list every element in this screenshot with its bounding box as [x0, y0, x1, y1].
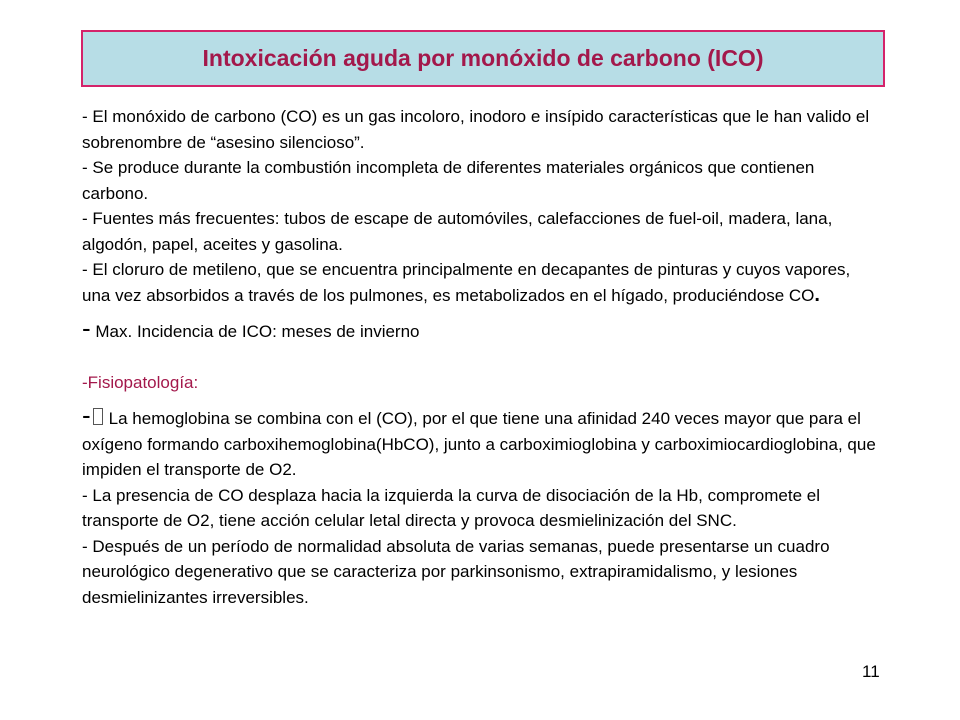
paragraph-sources: - Fuentes más frecuentes: tubos de escape de automóviles, calefacciones de fuel-oil, madera, lana, algodón, papel, aceites y gasolina. — [82, 209, 833, 254]
slide-title: Intoxicación aguda por monóxido de carbono (ICO) — [202, 45, 764, 71]
missing-glyph-box-icon — [93, 408, 103, 425]
methylene-chloride-text: - El cloruro de metileno, que se encuentra principalmente en decapantes de pinturas y cuyos vapores, una vez absorbidos a través de los pulmones, es metabolizados en el hígado, produciéndose CO — [82, 260, 851, 305]
paragraph-production: - Se produce durante la combustión incompleta de diferentes materiales orgánicos que contienen carbono. — [82, 158, 815, 203]
incidence-text: Max. Incidencia de ICO: meses de invierno — [90, 322, 420, 341]
incidence-dash: - — [82, 313, 91, 343]
section-label-fisiopatologia: -Fisiopatología: — [82, 372, 199, 392]
paragraph-hemoglobin — [82, 400, 882, 483]
hemoglobin-dash: - — [82, 400, 91, 430]
paragraph-dissociation-curve: - La presencia de CO desplaza hacia la izquierda la curva de disociación de la Hb, compromete el transporte de O2, tiene acción celular letal directa y provoca desmielinización del SNC. — [82, 485, 821, 530]
paragraph-co-description: - El monóxido de carbono (CO) es un gas incoloro, inodoro e insípido características que le han valido el sobrenombre de “asesino silencioso”. — [82, 107, 870, 152]
paragraph-incidence — [82, 313, 882, 345]
slide-body — [82, 104, 882, 610]
page-number: 11 — [862, 662, 880, 681]
paragraph-methylene-chloride — [82, 257, 882, 308]
hemoglobin-text: La hemoglobina se combina con el (CO), por el que tiene una afinidad 240 veces mayor que para el oxígeno formando carboxihemoglobina(HbCO), junto a carboximioglobina y carboximiocardioglobina, que impiden el transporte de O2. — [82, 409, 876, 479]
title-box — [81, 30, 885, 87]
paragraph-neurological: - Después de un período de normalidad absoluta de varias semanas, puede presentarse un cuadro neurológico degenerativo que se caracteriza por parkinsonismo, extrapiramidalismo, y lesiones desmielinizantes irreversibles. — [82, 536, 830, 607]
methylene-chloride-period: . — [814, 283, 820, 306]
